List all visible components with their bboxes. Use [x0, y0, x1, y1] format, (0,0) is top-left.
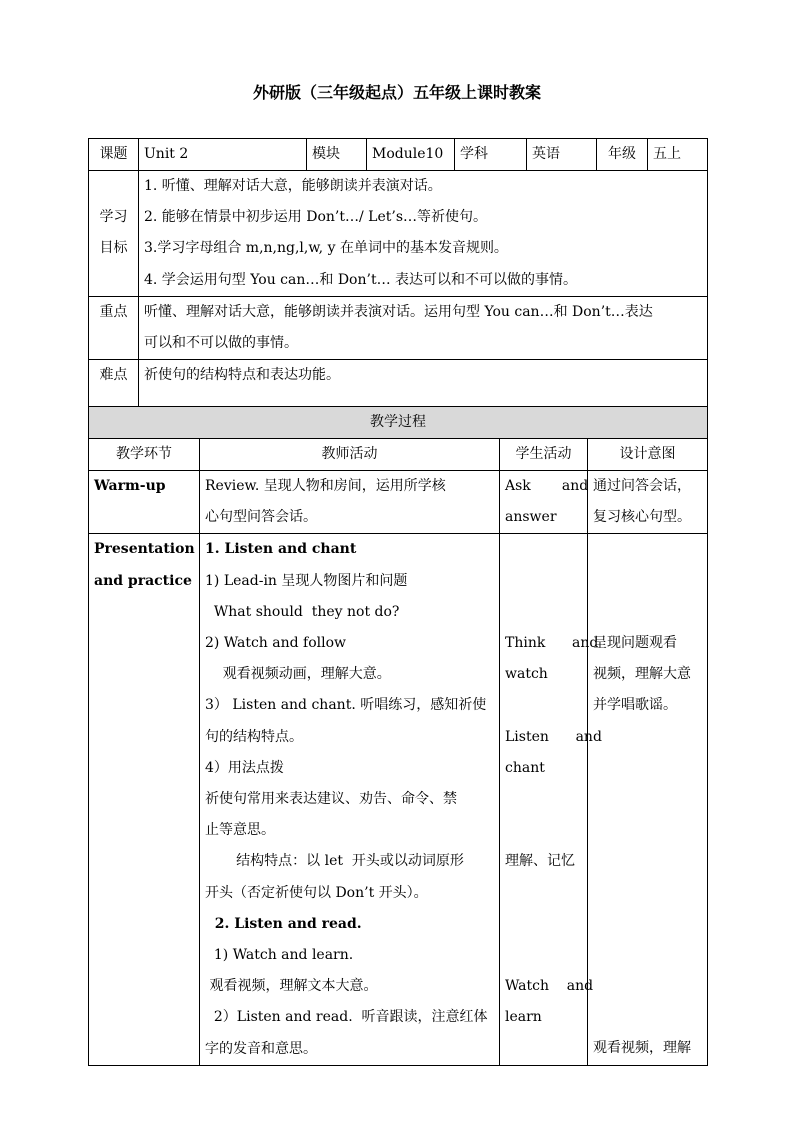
text-line: 心句型问答会话。	[205, 509, 317, 526]
text-line: Ask and	[505, 478, 589, 494]
text-line: 止等意思。	[205, 822, 275, 839]
text-line: Review. 呈现人物和房间，运用所学核	[205, 478, 446, 494]
text-line: 3） Listen and chant. 听唱练习，感知祈使	[205, 697, 487, 714]
column-header: 教学环节	[89, 439, 200, 471]
text-line: learn	[505, 1009, 542, 1026]
presentation-intent	[588, 534, 708, 1065]
goals-label-line: 目标	[99, 240, 128, 257]
text-line: 1) Lead-in 呈现人物图片和问题	[205, 572, 408, 589]
goals-label-line: 学习	[99, 209, 128, 226]
text-line: 复习核心句型。	[593, 509, 691, 526]
column-header: 学生活动	[500, 439, 588, 471]
process-header: 教学过程	[89, 407, 708, 439]
text-line: watch	[505, 666, 548, 683]
module-label: 模块	[307, 139, 367, 171]
text-line: 理解、记忆	[505, 853, 575, 870]
text-line: and practice	[94, 572, 192, 589]
grade-label: 年级	[597, 139, 648, 171]
key-content	[139, 296, 708, 359]
text-line: 1) Watch and learn.	[205, 947, 354, 964]
text-line: 祈使句常用来表达建议、劝告、命令、禁	[205, 791, 457, 808]
subject-value: 英语	[527, 139, 597, 171]
text-line: 2) Watch and follow	[205, 635, 347, 652]
text-line: 观看视频动画，理解大意。	[205, 666, 391, 683]
text-line: Listen and	[505, 728, 602, 745]
column-header: 教师活动	[200, 439, 500, 471]
goal-item: 4. 学会运用句型 You can…和 Don’t… 表达可以和不可以做的事情。	[144, 271, 578, 288]
text-line: 结构特点：以 let 开头或以动词原形	[205, 853, 464, 870]
teaching-process-table	[88, 406, 708, 1066]
text-line: 视频，理解大意	[593, 666, 691, 683]
presentation-student	[500, 534, 602, 1065]
key-label: 重点	[89, 296, 139, 359]
text-line: What should they not do?	[205, 603, 400, 620]
text-line: 通过问答会话，	[593, 478, 691, 494]
goals-label	[89, 171, 139, 297]
topic-value: Unit 2	[139, 139, 307, 171]
presentation-teacher	[200, 534, 500, 1065]
text-line: 开头（否定祈使句以 Don’t 开头）。	[205, 884, 428, 901]
text-line: 并学唱歌谣。	[593, 697, 677, 714]
text-line: answer	[505, 509, 557, 526]
warmup-stage: Warm-up	[89, 471, 200, 534]
topic-label: 课题	[89, 139, 139, 171]
text-line: 呈现问题观看	[593, 634, 677, 651]
goal-item: 2. 能够在情景中初步运用 Don’t…/ Let’s…等祈使句。	[144, 209, 488, 226]
grade-value: 五上	[648, 139, 708, 171]
text-line: chant	[505, 759, 545, 776]
key-line: 可以和不可以做的事情。	[144, 335, 298, 352]
presentation-stage	[89, 534, 200, 1065]
goals-content	[139, 171, 708, 297]
lesson-info-table	[88, 138, 708, 407]
goal-item: 1. 听懂、理解对话大意，能够朗读并表演对话。	[144, 178, 442, 194]
text-line: 1. Listen and chant	[205, 541, 357, 558]
text-line: 2. Listen and read.	[205, 915, 362, 932]
text-line: 句的结构特点。	[205, 728, 303, 745]
text-line: 观看视频，理解文本大意。	[205, 978, 378, 995]
text-line: 观看视频，理解	[593, 1040, 691, 1057]
text-line: Watch and	[505, 978, 594, 995]
text-line: Think and	[505, 634, 599, 651]
text-line: 2）Listen and read. 听音跟读，注意红体	[205, 1009, 488, 1026]
subject-label: 学科	[455, 139, 527, 171]
warmup-teacher	[200, 471, 500, 534]
key-line: 听懂、理解对话大意，能够朗读并表演对话。运用句型 You can…和 Don’t…表达	[144, 303, 653, 320]
warmup-student	[500, 471, 588, 534]
warmup-intent	[588, 471, 708, 534]
text-line: 4）用法点拨	[205, 759, 284, 776]
column-header: 设计意图	[588, 439, 708, 471]
module-value: Module10	[367, 139, 455, 171]
page-title: 外研版（三年级起点）五年级上课时教案	[252, 83, 541, 102]
difficulty-content: 祈使句的结构特点和表达功能。	[139, 360, 708, 407]
goal-item: 3.学习字母组合 m,n,ng,l,w, y 在单词中的基本发音规则。	[144, 240, 508, 257]
difficulty-label: 难点	[89, 360, 139, 407]
text-line: Presentation	[94, 541, 195, 558]
text-line: 字的发音和意思。	[205, 1040, 317, 1057]
